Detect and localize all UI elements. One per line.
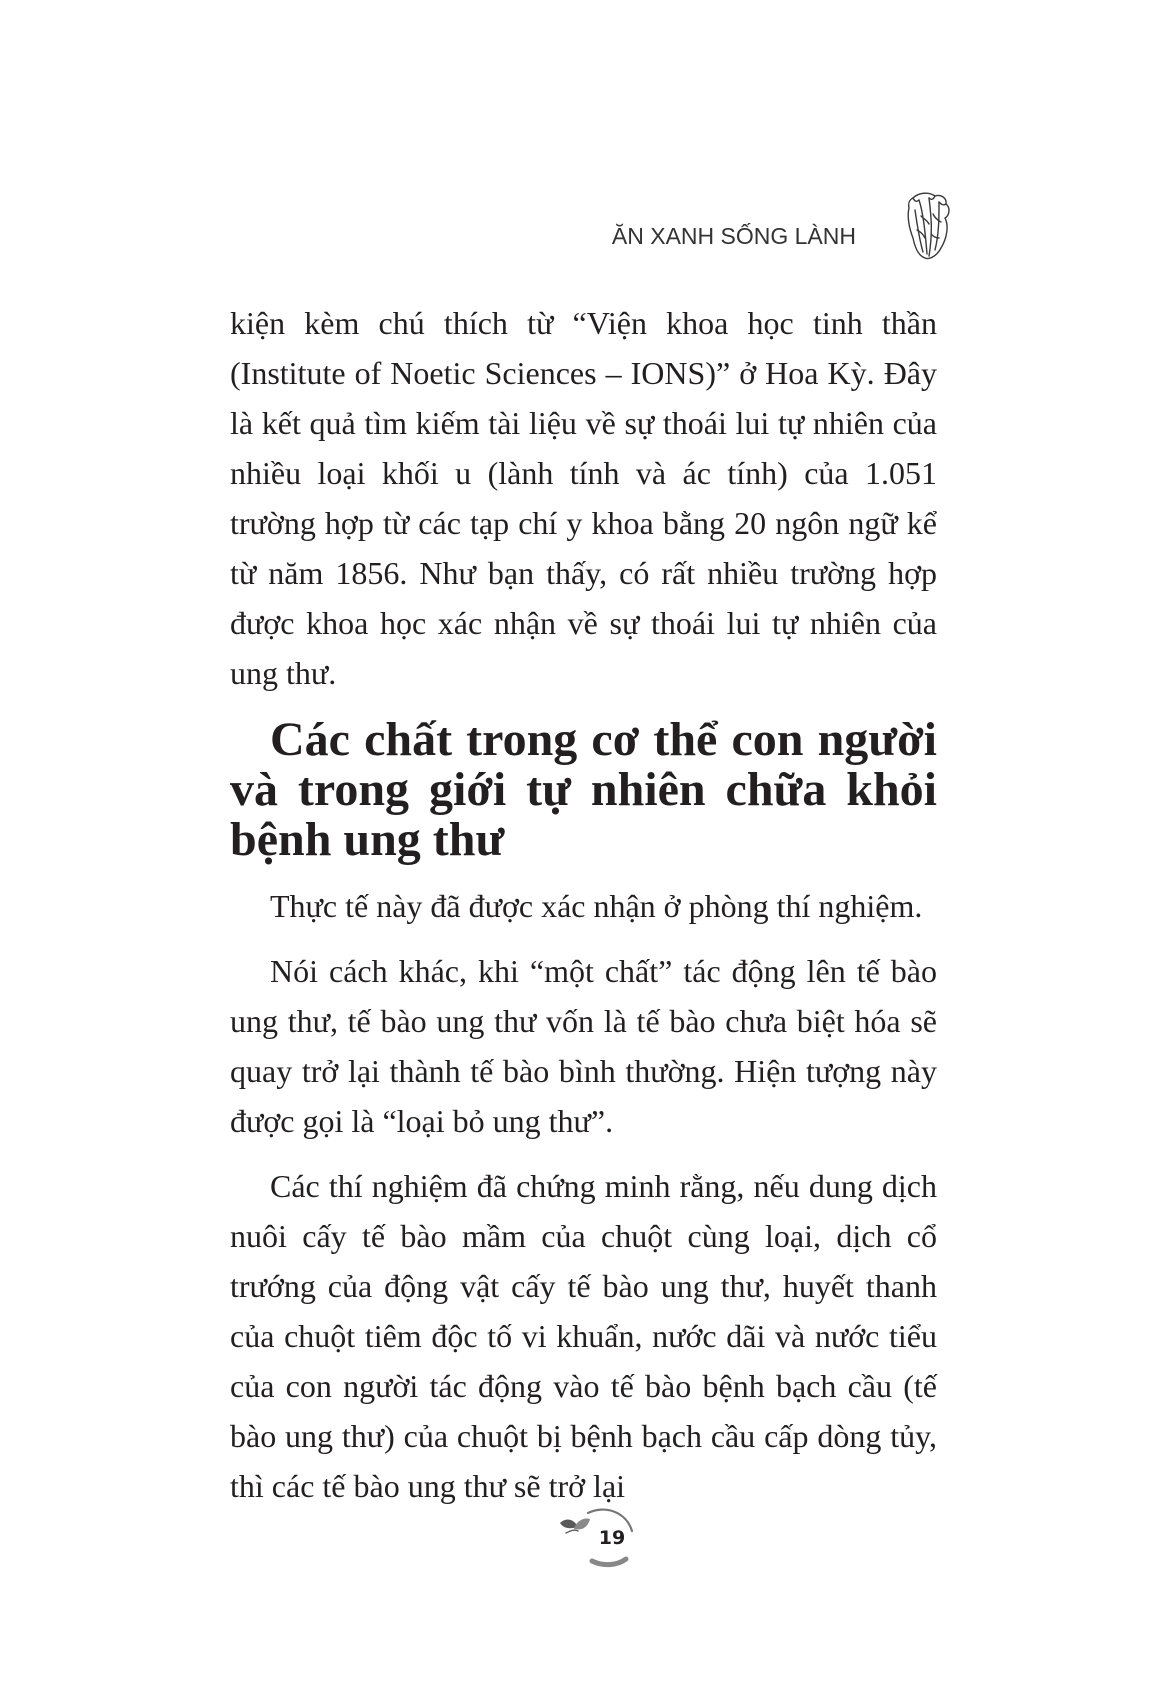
page-number: 19 — [598, 1527, 626, 1549]
paragraph-3: Nói cách khác, khi “một chất” tác động lên tế bào ung thư, tế bào ung thư vốn là tế bào chưa biệt hóa sẽ quay trở lại thành tế bào bình thường. Hiện tượng này được gọi là “loại bỏ ung thư”. — [230, 953, 937, 1139]
running-title: ĂN XANH SỐNG LÀNH — [611, 223, 856, 249]
paragraph-2: Thực tế này đã được xác nhận ở phòng thí nghiệm. — [270, 888, 923, 924]
running-header — [600, 190, 960, 270]
page-footer — [552, 1505, 644, 1571]
cabbage-icon — [899, 190, 955, 262]
paragraph-1: kiện kèm chú thích từ “Viện khoa học tinh thần (Institute of Noetic Sciences – IONS)” ở Hoa Kỳ. Đây là kết quả tìm kiếm tài liệu về sự thoái lui tự nhiên của nhiều loại khối u (lành tính và ác tính) của 1.051 trường hợp từ các tạp chí y khoa bằng 20 ngôn ngữ kể từ năm 1856. Như bạn thấy, có rất nhiều trường hợp được khoa học xác nhận về sự thoái lui tự nhiên của ung thư. — [230, 305, 937, 691]
section-heading: Các chất trong cơ thể con người và trong giới tự nhiên chữa khỏi bệnh ung thư — [230, 713, 937, 866]
main-text — [230, 298, 937, 1511]
leaf-icon — [558, 1513, 592, 1539]
paragraph-4: Các thí nghiệm đã chứng minh rằng, nếu dung dịch nuôi cấy tế bào mầm của chuột cùng loại, dịch cổ trướng của động vật cấy tế bào ung thư, huyết thanh của chuột tiêm độc tố vi khuẩn, nước dãi và nước tiểu của con người tác động vào tế bào bệnh bạch cầu (tế bào ung thư) của chuột bị bệnh bạch cầu cấp dòng tủy, thì các tế bào ung thư sẽ trở lại — [230, 1168, 937, 1504]
